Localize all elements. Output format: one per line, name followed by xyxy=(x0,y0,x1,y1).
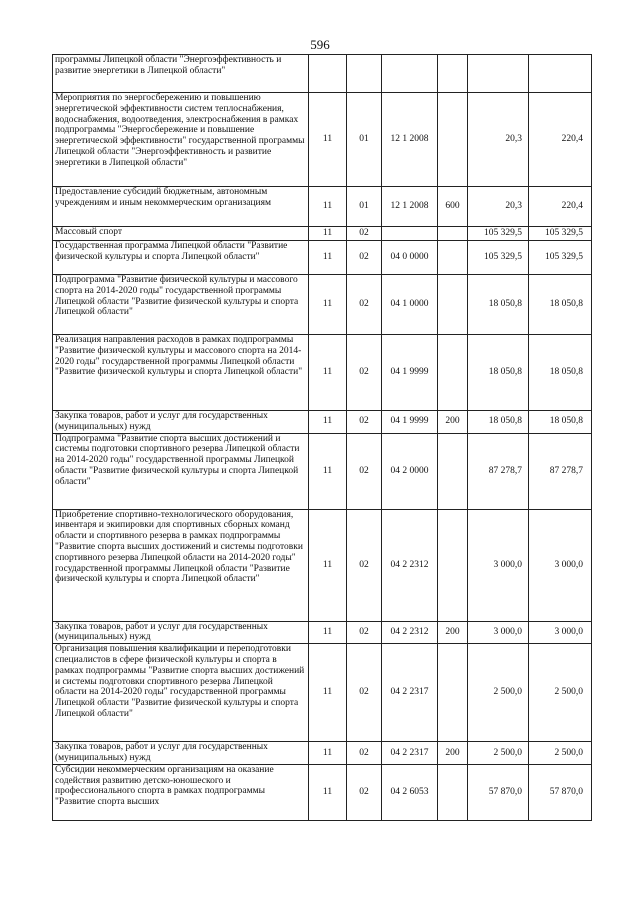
description-cell: Массовый спорт xyxy=(53,227,309,241)
expense-type-cell xyxy=(438,227,468,241)
target-article-cell xyxy=(382,55,438,93)
section-cell: 11 xyxy=(309,433,347,509)
description-cell: Реализация направления расходов в рамках подпрограммы "Развитие физической культуры и массового спорта на 2014-2020 годы" государственной программы Липецкой области "Развитие физической культуры и спорта Липецкой области" xyxy=(53,335,309,411)
target-article-cell: 04 2 2312 xyxy=(382,621,438,644)
section-cell: 11 xyxy=(309,621,347,644)
target-article-cell: 12 1 2008 xyxy=(382,187,438,227)
target-article-cell: 04 0 0000 xyxy=(382,241,438,275)
target-article-cell xyxy=(382,227,438,241)
description-cell: Подпрограмма "Развитие физической культуры и массового спорта на 2014-2020 годы" государственной программы Липецкой области "Развитие физической культуры и спорта Липецкой области" xyxy=(53,275,309,335)
expense-type-cell: 600 xyxy=(438,187,468,227)
section-cell: 11 xyxy=(309,644,347,742)
amount-year2-cell: 57 870,0 xyxy=(529,764,592,820)
amount-year2-cell: 2 500,0 xyxy=(529,742,592,765)
amount-year2-cell: 3 000,0 xyxy=(529,621,592,644)
description-cell: Закупка товаров, работ и услуг для государственных (муниципальных) нужд xyxy=(53,621,309,644)
subsection-cell: 02 xyxy=(347,621,382,644)
expense-type-cell xyxy=(438,764,468,820)
table-body xyxy=(53,55,592,821)
amount-year2-cell: 18 050,8 xyxy=(529,411,592,434)
subsection-cell: 01 xyxy=(347,93,382,187)
amount-year2-cell: 105 329,5 xyxy=(529,241,592,275)
amount-year2-cell: 105 329,5 xyxy=(529,227,592,241)
amount-year2-cell: 2 500,0 xyxy=(529,644,592,742)
amount-year1-cell: 3 000,0 xyxy=(468,509,529,621)
amount-year2-cell: 220,4 xyxy=(529,93,592,187)
section-cell: 11 xyxy=(309,742,347,765)
subsection-cell: 02 xyxy=(347,644,382,742)
expense-type-cell xyxy=(438,644,468,742)
description-cell: Подпрограмма "Развитие спорта высших достижений и системы подготовки спортивного резерва Липецкой области на 2014-2020 годы" государственной программы Липецкой области "Развитие физической культуры и спорта Липецкой области" xyxy=(53,433,309,509)
expense-type-cell xyxy=(438,433,468,509)
budget-table xyxy=(52,54,592,821)
subsection-cell: 01 xyxy=(347,187,382,227)
table-row xyxy=(53,241,592,275)
description-cell: программы Липецкой области "Энергоэффективность и развитие энергетики в Липецкой области" xyxy=(53,55,309,93)
amount-year2-cell: 18 050,8 xyxy=(529,275,592,335)
target-article-cell: 04 1 9999 xyxy=(382,411,438,434)
description-cell: Мероприятия по энергосбережению и повышению энергетической эффективности систем теплоснабжения, водоснабжения, водоотведения, электроснабжения в рамках подпрограммы "Энергосбережение и повышение энергетической эффективности" государственной программы Липецкой области "Энергоэффективность и развитие энергетики в Липецкой области" xyxy=(53,93,309,187)
table-row xyxy=(53,55,592,93)
description-cell: Предоставление субсидий бюджетным, автономным учреждениям и иным некоммерческим организациям xyxy=(53,187,309,227)
table-row xyxy=(53,335,592,411)
target-article-cell: 04 2 2312 xyxy=(382,509,438,621)
amount-year1-cell: 105 329,5 xyxy=(468,241,529,275)
section-cell: 11 xyxy=(309,227,347,241)
amount-year1-cell xyxy=(468,55,529,93)
subsection-cell: 02 xyxy=(347,411,382,434)
table-row xyxy=(53,433,592,509)
amount-year1-cell: 2 500,0 xyxy=(468,742,529,765)
amount-year2-cell: 18 050,8 xyxy=(529,335,592,411)
amount-year1-cell: 18 050,8 xyxy=(468,411,529,434)
expense-type-cell xyxy=(438,275,468,335)
target-article-cell: 12 1 2008 xyxy=(382,93,438,187)
expense-type-cell xyxy=(438,93,468,187)
table-row xyxy=(53,742,592,765)
section-cell: 11 xyxy=(309,275,347,335)
target-article-cell: 04 1 0000 xyxy=(382,275,438,335)
subsection-cell: 02 xyxy=(347,433,382,509)
amount-year1-cell: 20,3 xyxy=(468,93,529,187)
table-row xyxy=(53,509,592,621)
table-row xyxy=(53,227,592,241)
subsection-cell: 02 xyxy=(347,509,382,621)
section-cell: 11 xyxy=(309,764,347,820)
table-row xyxy=(53,764,592,820)
amount-year2-cell: 87 278,7 xyxy=(529,433,592,509)
subsection-cell: 02 xyxy=(347,275,382,335)
target-article-cell: 04 1 9999 xyxy=(382,335,438,411)
expense-type-cell xyxy=(438,241,468,275)
section-cell: 11 xyxy=(309,93,347,187)
amount-year1-cell: 3 000,0 xyxy=(468,621,529,644)
expense-type-cell: 200 xyxy=(438,621,468,644)
table-row xyxy=(53,275,592,335)
amount-year1-cell: 87 278,7 xyxy=(468,433,529,509)
subsection-cell: 02 xyxy=(347,241,382,275)
section-cell xyxy=(309,55,347,93)
description-cell: Закупка товаров, работ и услуг для государственных (муниципальных) нужд xyxy=(53,411,309,434)
section-cell: 11 xyxy=(309,187,347,227)
subsection-cell: 02 xyxy=(347,742,382,765)
expense-type-cell xyxy=(438,335,468,411)
description-cell: Субсидии некоммерческим организациям на оказание содействия развитию детско-юношеского и профессионального спорта в рамках подпрограммы "Развитие спорта высших xyxy=(53,764,309,820)
amount-year1-cell: 57 870,0 xyxy=(468,764,529,820)
amount-year1-cell: 2 500,0 xyxy=(468,644,529,742)
target-article-cell: 04 2 2317 xyxy=(382,742,438,765)
subsection-cell: 02 xyxy=(347,764,382,820)
description-cell: Организация повышения квалификации и переподготовки специалистов в сфере физической культуры и спорта в рамках подпрограммы "Развитие спорта высших достижений и системы подготовки спортивного резерва Липецкой области на 2014-2020 годы" государственной программы Липецкой области "Развитие физической культуры и спорта Липецкой области" xyxy=(53,644,309,742)
target-article-cell: 04 2 2317 xyxy=(382,644,438,742)
subsection-cell: 02 xyxy=(347,335,382,411)
table-row xyxy=(53,93,592,187)
expense-type-cell: 200 xyxy=(438,411,468,434)
description-cell: Приобретение спортивно-технологического оборудования, инвентаря и экипировки для спортивных сборных команд области и спортивного резерва в рамках подпрограммы "Развитие спорта высших достижений и системы подготовки спортивного резерва Липецкой области на 2014-2020 годы" государственной программы Липецкой области "Развитие физической культуры и спорта Липецкой области" xyxy=(53,509,309,621)
target-article-cell: 04 2 6053 xyxy=(382,764,438,820)
amount-year1-cell: 18 050,8 xyxy=(468,275,529,335)
section-cell: 11 xyxy=(309,241,347,275)
expense-type-cell xyxy=(438,55,468,93)
section-cell: 11 xyxy=(309,411,347,434)
target-article-cell: 04 2 0000 xyxy=(382,433,438,509)
table-row xyxy=(53,621,592,644)
amount-year1-cell: 20,3 xyxy=(468,187,529,227)
table-row xyxy=(53,187,592,227)
page-number: 596 xyxy=(310,37,330,52)
amount-year2-cell: 220,4 xyxy=(529,187,592,227)
subsection-cell xyxy=(347,55,382,93)
table-row xyxy=(53,644,592,742)
section-cell: 11 xyxy=(309,335,347,411)
amount-year2-cell: 3 000,0 xyxy=(529,509,592,621)
description-cell: Государственная программа Липецкой области "Развитие физической культуры и спорта Липецкой области" xyxy=(53,241,309,275)
amount-year2-cell xyxy=(529,55,592,93)
expense-type-cell: 200 xyxy=(438,742,468,765)
expense-type-cell xyxy=(438,509,468,621)
table-row xyxy=(53,411,592,434)
section-cell: 11 xyxy=(309,509,347,621)
amount-year1-cell: 105 329,5 xyxy=(468,227,529,241)
subsection-cell: 02 xyxy=(347,227,382,241)
description-cell: Закупка товаров, работ и услуг для государственных (муниципальных) нужд xyxy=(53,742,309,765)
amount-year1-cell: 18 050,8 xyxy=(468,335,529,411)
